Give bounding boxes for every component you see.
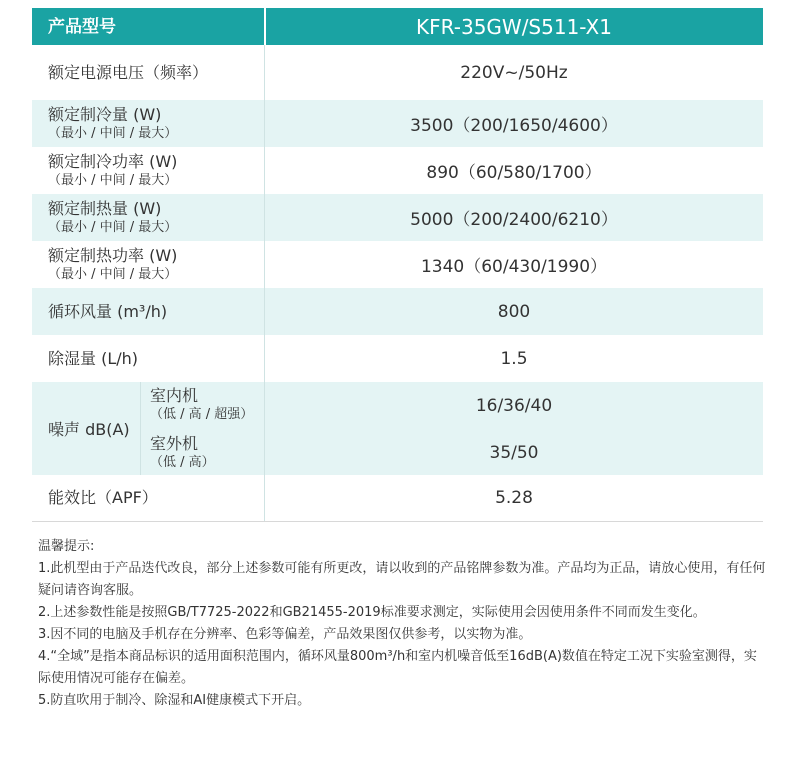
row-label: 额定制冷量 (W): [48, 105, 162, 124]
row-label: 额定制冷功率 (W): [48, 152, 178, 171]
model-number: KFR-35GW/S511-X1: [416, 14, 612, 39]
table-row: [32, 194, 763, 241]
notes-section: [38, 536, 768, 712]
indoor-unit-label: 室内机 （低 / 高 / 超强）: [150, 386, 254, 422]
note-item: 4.“全域”是指本商品标识的适用面积范围内，循环风量800m³/h和室内机噪音低至16dB(A)数值在特定工况下实验室测得，实际使用情况可能存在偏差。: [38, 649, 757, 686]
table-row: [32, 147, 763, 194]
table-row: [32, 241, 763, 288]
table-row: [32, 288, 763, 335]
noise-row: [32, 382, 763, 475]
note-item: 3.因不同的电脑及手机存在分辨率、色彩等偏差，产品效果图仅供参考，以实物为准。: [38, 627, 532, 642]
indoor-noise-value: 16/36/40: [475, 396, 553, 416]
outdoor-noise-value: 35/50: [489, 443, 539, 463]
row-value: 220V~/50Hz: [460, 62, 568, 83]
row-sublabel: （最小 / 中间 / 最大）: [48, 267, 178, 282]
row-label: 额定制热功率 (W): [48, 246, 178, 265]
row-label: 额定制热量 (W): [48, 199, 162, 218]
row-label: 循环风量 (m³/h): [48, 301, 168, 321]
note-item: 1.此机型由于产品迭代改良，部分上述参数可能有所更改，请以收到的产品铭牌参数为准。产品均为正品，请放心使用，有任何疑问请咨询客服。: [38, 561, 766, 598]
note-item: 2.上述参数性能是按照GB/T7725-2022和GB21455-2019标准要求测定，实际使用会因使用条件不同而发生变化。: [38, 605, 706, 620]
row-value: 1340（60/430/1990）: [420, 257, 608, 277]
table-row: [32, 335, 763, 382]
table-header-row: [32, 8, 763, 45]
noise-label: 噪声 dB(A): [48, 420, 130, 439]
row-value: 890（60/580/1700）: [426, 163, 602, 183]
table-row: [32, 45, 763, 100]
table-row: [32, 475, 763, 521]
table-row: [32, 100, 763, 147]
row-label: 能效比（APF）: [48, 488, 158, 507]
row-sublabel: （最小 / 中间 / 最大）: [48, 173, 178, 188]
notes-title: 温馨提示:: [38, 539, 95, 554]
row-label: 除湿量 (L/h): [48, 348, 139, 368]
divider: [32, 521, 763, 522]
row-value: 5000（200/2400/6210）: [410, 210, 618, 230]
header-label: 产品型号: [48, 16, 116, 37]
row-value: 1.5: [500, 348, 528, 369]
row-value: 3500（200/1650/4600）: [410, 116, 618, 136]
row-sublabel: （最小 / 中间 / 最大）: [48, 220, 178, 235]
row-sublabel: （最小 / 中间 / 最大）: [48, 126, 178, 141]
note-item: 5.防直吹用于制冷、除湿和AI健康模式下开启。: [38, 693, 311, 708]
row-value: 800: [497, 301, 531, 322]
outdoor-unit-label: 室外机 （低 / 高）: [150, 434, 215, 470]
apf-value: 5.28: [495, 488, 533, 508]
row-label: 额定电源电压（频率）: [48, 62, 209, 82]
